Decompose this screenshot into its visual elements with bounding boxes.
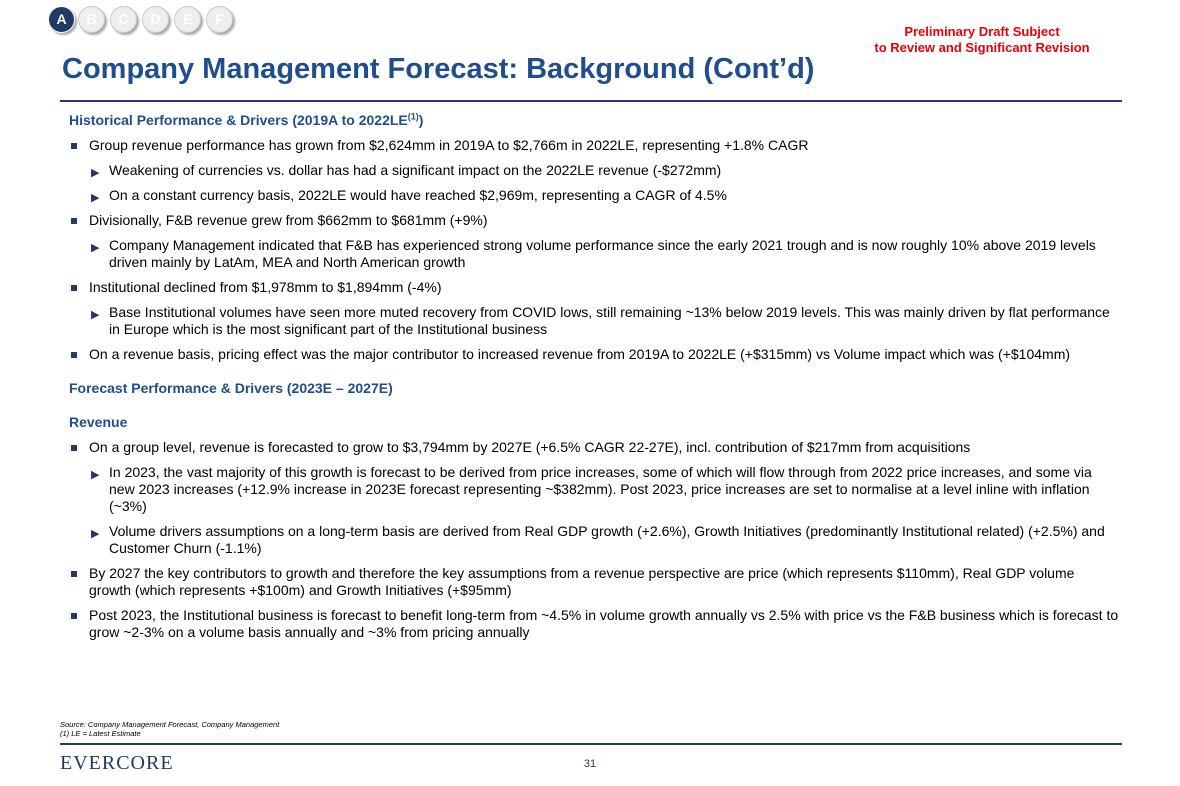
triangle-bullet-icon: ▶ xyxy=(91,469,100,481)
subbullet-text: Company Management indicated that F&B has experienced strong volume performance since the early 2021 trough and is now roughly 10% above 2019 levels driven mainly by LatAm, MEA and North American growth xyxy=(109,237,1096,270)
bullet-text: Group revenue performance has grown from $2,624mm in 2019A to $2,766m in 2022LE, representing +1.8% CAGR xyxy=(89,137,809,153)
square-bullet-icon xyxy=(71,143,77,149)
subbullet-text: Volume drivers assumptions on a long-term basis are derived from Real GDP growth (+2.6%), Growth Initiatives (predominantly Institutional related) (+2.5%) and Customer Churn (-1.1%) xyxy=(109,523,1105,556)
subbullet-text: Base Institutional volumes have seen more muted recovery from COVID lows, still remaining ~13% below 2019 levels. This was mainly driven by flat performance in Europe which is the most significant part of the Institutional business xyxy=(109,304,1110,337)
bullet-divisional-fb xyxy=(69,212,1119,229)
bullet-text: Post 2023, the Institutional business is forecast to benefit long-term from ~4.5% in volume growth annually vs 2.5% with price vs the F&B business which is forecast to grow ~2-3% on a volume basis annually and ~3% from pricing annually xyxy=(89,607,1119,640)
page-title: Company Management Forecast: Background (Cont’d) xyxy=(62,53,815,85)
subbullet-volume-drivers xyxy=(69,523,1119,557)
square-bullet-icon xyxy=(71,352,77,358)
bullet-post-2023 xyxy=(69,607,1119,641)
subbullet-constant-currency xyxy=(69,187,1119,204)
square-bullet-icon xyxy=(71,445,77,451)
triangle-bullet-icon: ▶ xyxy=(91,309,100,321)
section-tabs xyxy=(48,4,248,34)
tab-a[interactable]: A xyxy=(48,6,75,33)
tab-c[interactable]: C xyxy=(110,6,137,33)
square-bullet-icon xyxy=(71,613,77,619)
bullet-text: By 2027 the key contributors to growth and therefore the key assumptions from a revenue perspective are price (which represents $110mm), Real GDP volume growth (which represents +$100m) and Growth Initiatives (+$95mm) xyxy=(89,565,1075,598)
title-divider xyxy=(60,100,1122,102)
triangle-bullet-icon: ▶ xyxy=(91,242,100,254)
tab-f[interactable]: F xyxy=(206,6,233,33)
bullet-institutional-decline xyxy=(69,279,1119,296)
bullet-2027-contributors xyxy=(69,565,1119,599)
evercore-logo: EVERCORE xyxy=(60,752,174,774)
bullet-text: On a group level, revenue is forecasted to grow to $3,794mm by 2027E (+6.5% CAGR 22-27E), incl. contribution of $217mm from acquisitions xyxy=(89,439,971,455)
footnote-1: (1) LE = Latest Estimate xyxy=(60,729,141,738)
subbullet-fb-volume xyxy=(69,237,1119,271)
forecast-header: Forecast Performance & Drivers (2023E – 2027E) xyxy=(69,380,393,396)
bullet-text: Divisionally, F&B revenue grew from $662mm to $681mm (+9%) xyxy=(89,212,488,228)
bullet-group-revenue xyxy=(69,137,1119,154)
historical-header xyxy=(69,112,1119,129)
source-note: Source: Company Management Forecast, Company Management xyxy=(60,720,280,729)
triangle-bullet-icon: ▶ xyxy=(91,528,100,540)
subbullet-text: On a constant currency basis, 2022LE would have reached $2,969m, representing a CAGR of 4.5% xyxy=(109,187,727,203)
draft-notice xyxy=(852,24,1112,56)
triangle-bullet-icon: ▶ xyxy=(91,192,100,204)
bullet-text: On a revenue basis, pricing effect was the major contributor to increased revenue from 2019A to 2022LE (+$315mm) vs Volume impact which was (+$104mm) xyxy=(89,346,1071,362)
historical-header-footnote-ref: (1) xyxy=(407,111,419,122)
triangle-bullet-icon: ▶ xyxy=(91,167,100,179)
tab-d[interactable]: D xyxy=(142,6,169,33)
main-content xyxy=(69,112,1119,641)
footnotes xyxy=(60,720,279,738)
draft-notice-line1: Preliminary Draft Subject xyxy=(904,24,1060,39)
square-bullet-icon xyxy=(71,571,77,577)
historical-header-close: ) xyxy=(418,112,424,128)
subbullet-institutional-volumes xyxy=(69,304,1119,338)
bullet-group-forecast xyxy=(69,439,1119,456)
footer-divider xyxy=(60,743,1122,745)
bullet-text: Institutional declined from $1,978mm to $1,894mm (-4%) xyxy=(89,279,442,295)
draft-notice-line2: to Review and Significant Revision xyxy=(874,40,1090,55)
bullet-pricing-effect xyxy=(69,346,1119,363)
historical-header-text: Historical Performance & Drivers (2019A to 2022LE xyxy=(69,112,408,128)
tab-b[interactable]: B xyxy=(78,6,105,33)
square-bullet-icon xyxy=(71,285,77,291)
square-bullet-icon xyxy=(71,218,77,224)
subbullet-text: Weakening of currencies vs. dollar has had a significant impact on the 2022LE revenue (-$272mm) xyxy=(109,162,722,178)
subbullet-text: In 2023, the vast majority of this growth is forecast to be derived from price increases, some of which will flow through from 2022 price increases, and some via new 2023 increases (+12.9% increase in 2023E forecast representing ~$382mm). Post 2023, price increases are set to normalise at a level inline with inflation (~3%) xyxy=(109,464,1092,514)
revenue-subheader: Revenue xyxy=(69,414,128,430)
subbullet-2023-price xyxy=(69,464,1119,515)
tab-e[interactable]: E xyxy=(174,6,201,33)
subbullet-currency-impact xyxy=(69,162,1119,179)
page-number: 31 xyxy=(583,758,597,770)
